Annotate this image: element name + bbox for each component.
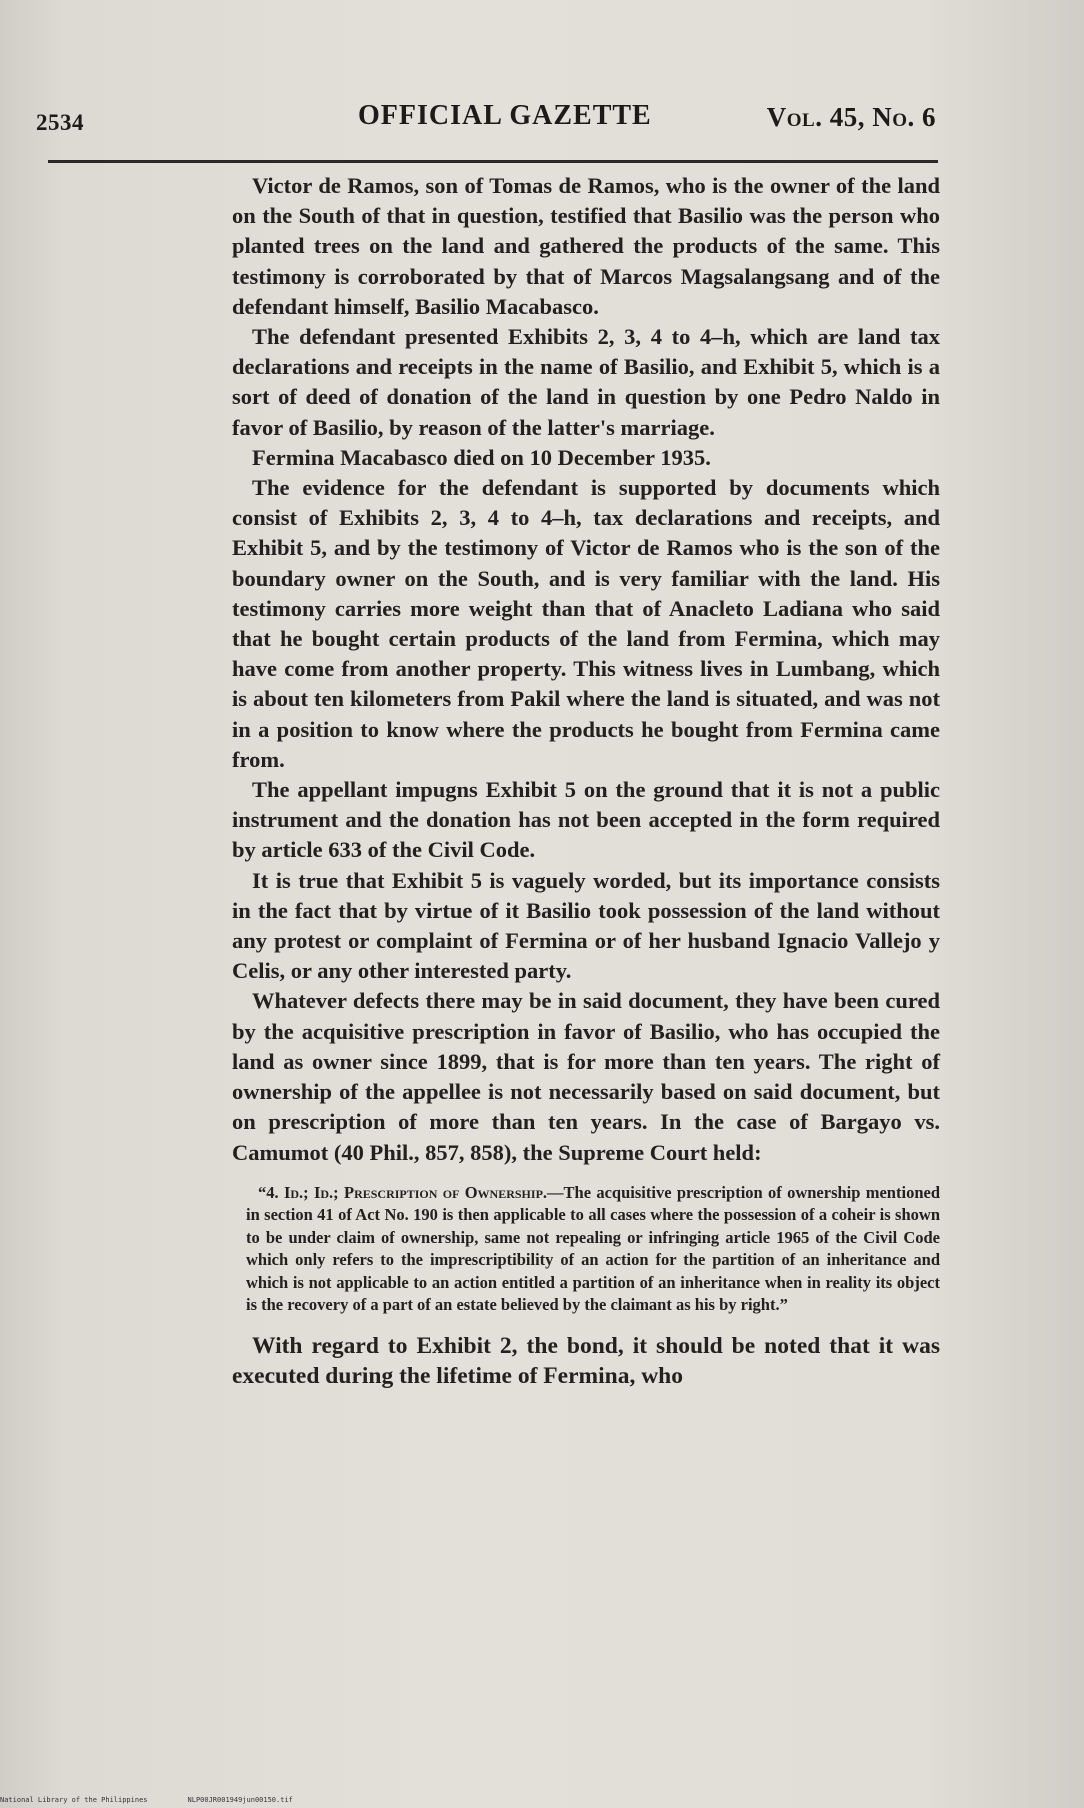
volume-number: Vol. 45, No. 6 xyxy=(766,102,936,132)
paragraph-3: Fermina Macabasco died on 10 December 1935. xyxy=(252,444,711,470)
paragraph-6: It is true that Exhibit 5 is vaguely worded, but its importance consists in the fact that by virtue of it Basilio took possession of the land without any protest or complaint of Fermina or of her husband Ignacio Vallejo y Celis, or any other interested party. xyxy=(232,867,940,984)
library-credit: National Library of the Philippines xyxy=(0,1796,148,1804)
header-rule xyxy=(48,160,938,163)
page-number: 2534 xyxy=(36,110,84,135)
block-quote xyxy=(232,1182,940,1317)
paragraph-7: Whatever defects there may be in said document, they have been cured by the acquisitive prescription in favor of Basilio, who has occupied the land as owner since 1899, that is for more than ten years. The right of ownership of the appellee is not necessarily based on said document, but on prescription of more than ten years. In the case of Bargayo vs. Camumot (40 Phil., 857, 858), the Supreme Court held: xyxy=(232,988,940,1165)
body-text xyxy=(232,171,940,1391)
paragraph-4: The evidence for the defendant is supported by documents which consist of Exhibits 2, 3, 4 to 4–h, tax declarations and receipts, and Exhibit 5, and by the testimony of Victor de Ramos who is the son of the boundary owner on the South, and is very familiar with the land. His testimony carries more weight than that of Anacleto Ladiana who said that he bought certain products of the land from Fermina, which may have come from another property. This witness lives in Lumbang, which is about ten kilometers from Pakil where the land is situated, and was not in a position to know where the products he bought from Fermina came from. xyxy=(232,475,940,772)
paragraph-1: Victor de Ramos, son of Tomas de Ramos, who is the owner of the land on the South of that in question, testified that Basilio was the person who planted trees on the land and gathered the products of the same. This testimony is corroborated by that of Marcos Magsalangsang and of the defendant himself, Basilio Macabasco. xyxy=(232,173,940,319)
paragraph-final: With regard to Exhibit 2, the bond, it should be noted that it was executed during the lifetime of Fermina, who xyxy=(232,1332,940,1389)
publication-title: OFFICIAL GAZETTE xyxy=(358,100,652,131)
paragraph-2: The defendant presented Exhibits 2, 3, 4 to 4–h, which are land tax declarations and receipts in the name of Basilio, and Exhibit 5, which is a sort of deed of donation of the land in question by one Pedro Naldo in favor of Basilio, by reason of the latter's marriage. xyxy=(232,324,940,440)
quote-lead: “4. Id.; Id.; Prescription of Ownership. xyxy=(258,1182,548,1202)
scan-footer xyxy=(0,1796,293,1804)
file-id: NLP00JR001949jun00150.tif xyxy=(187,1796,293,1804)
page-header xyxy=(36,100,936,140)
quote-text: —The acquisitive prescription of ownership mentioned in section 41 of Act No. 190 is then applicable to all cases where the possession of a coheir is shown to be under claim of ownership, same not repealing or infringing article 1965 of the Civil Code which only refers to the imprescriptibility of an action for the partition of an inheritance and which is not applicable to an action entitled a partition of an inheritance when in reality its object is the recovery of a part of an estate believed by the claimant as his by right.” xyxy=(246,1182,940,1315)
paragraph-5: The appellant impugns Exhibit 5 on the ground that it is not a public instrument and the donation has not been accepted in the form required by article 633 of the Civil Code. xyxy=(232,777,940,863)
